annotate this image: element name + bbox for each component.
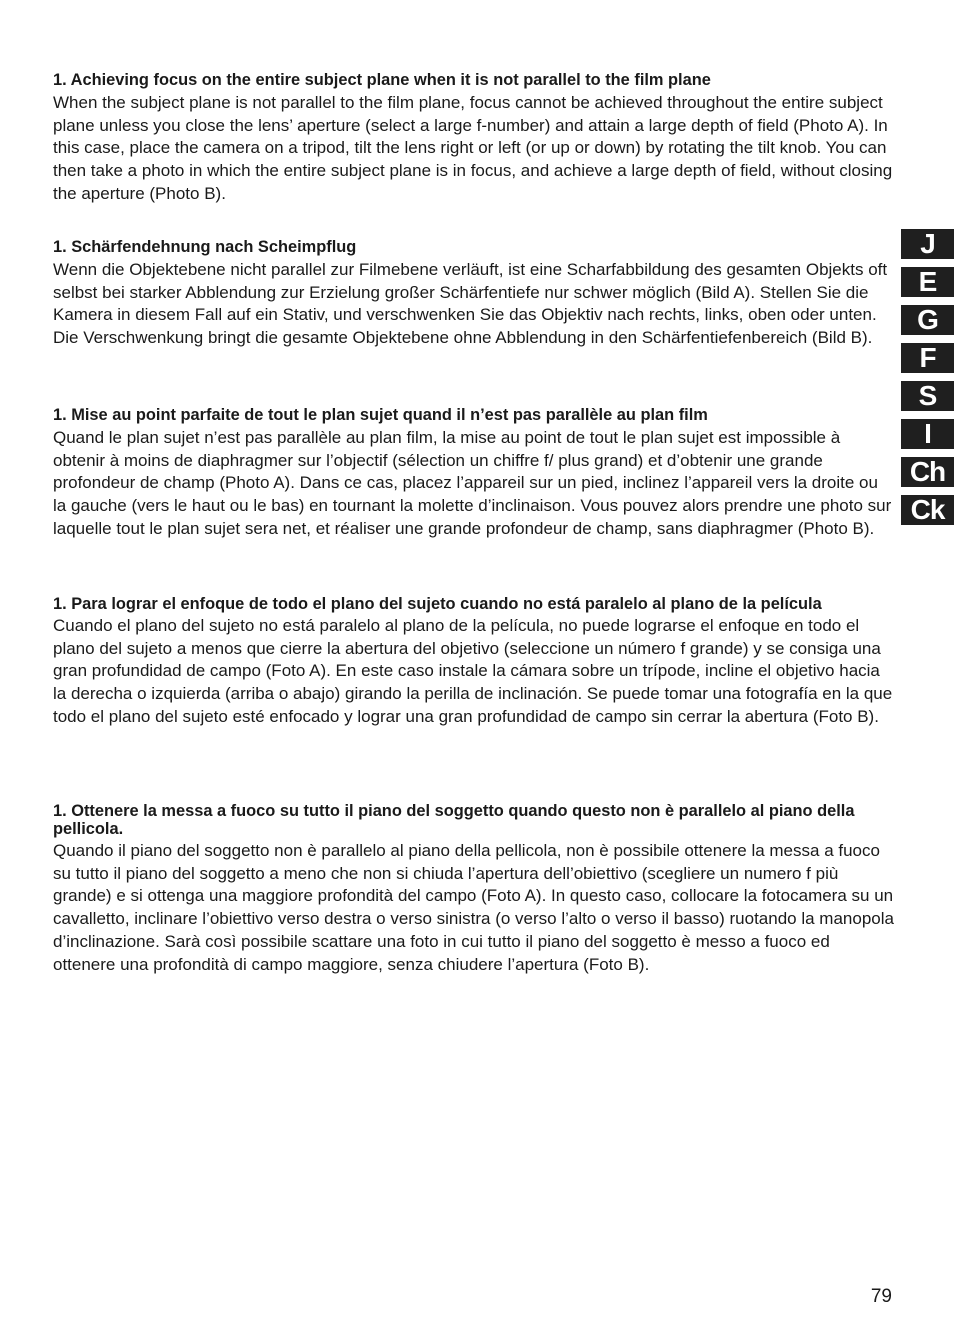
section-body: Cuando el plano del sujeto no está paralelo al plano de la película, no puede lograrse el enfoque en todo el plano del sujeto a menos que cierre la abertura del objetivo (seleccione un número f grande) y se consiga una gran profundidad de campo (Foto A). En este caso instale la cámara sobre un trípode, incline el objetivo hacia la derecha o izquierda (arriba o abajo) girando la perilla de inclinación. Se puede tomar una fotografía en la que todo el plano del sujeto esté enfocado y lograr una gran profundidad de campo sin cerrar la abertura (Foto B). bbox=[53, 616, 893, 726]
section-body: Quand le plan sujet n’est pas parallèle au plan film, la mise au point de tout le plan sujet est impossible à obtenir à moins de diaphragmer sur l’objectif (sélection un chiffre f/ plus grand) et d’obtenir une grande profondeur de champ (Photo A). Dans ce cas, placez l’appareil sur un pied, inclinez l’appareil vers la droite ou la gauche (vers le haut ou le bas) en tournant la molette d’inclinaison. Vous pouvez alors prendre une photo sur laquelle tout le plan sujet sera net, et réaliser une grande profondeur de champ, sans diaphragmer (Photo B). bbox=[53, 428, 892, 538]
section-heading: 1. Schärfendehnung nach Scheimpflug bbox=[53, 238, 357, 256]
section-german bbox=[53, 238, 895, 350]
section-heading: 1. Ottenere la messa a fuoco su tutto il piano del soggetto quando questo non è parallelo al piano della pellicola. bbox=[53, 802, 855, 838]
language-tab-i: I bbox=[901, 419, 954, 449]
section-english bbox=[53, 71, 895, 206]
section-body: When the subject plane is not parallel to the film plane, focus cannot be achieved throughout the entire subject plane unless you close the lens’ aperture (select a large f-number) and attain a large depth of field (Photo A). In this case, place the camera on a tripod, tilt the lens right or left (or up or down) by rotating the tilt knob. You can then take a photo in which the entire subject plane is in focus, and achieve a large depth of field, without closing the aperture (Photo B). bbox=[53, 93, 893, 203]
language-tab-ck: Ck bbox=[901, 495, 954, 525]
language-tab-strip bbox=[901, 229, 954, 533]
section-french bbox=[53, 406, 895, 541]
language-tab-g: G bbox=[901, 305, 954, 335]
section-heading: 1. Mise au point parfaite de tout le plan sujet quand il n’est pas parallèle au plan film bbox=[53, 406, 708, 424]
section-spanish bbox=[53, 595, 895, 729]
section-heading: 1. Achieving focus on the entire subject plane when it is not parallel to the film plane bbox=[53, 71, 711, 89]
language-tab-s: S bbox=[901, 381, 954, 411]
section-body: Quando il piano del soggetto non è parallelo al piano della pellicola, non è possibile ottenere la messa a fuoco su tutto il piano del soggetto a meno che non si chiuda l’apertura dell’obiettivo (scegliere un numero f più grande) e si ottenga una maggiore profondità del campo (Foto A). In questo caso, collocare la fotocamera su un cavalletto, inclinare l’obiettivo verso destra o verso sinistra (o verso l’alto o verso il basso) ruotando la manopola d’inclinazione. Sarà così possibile scattare una foto in cui tutto il piano del soggetto è messo a fuoco ed ottenere una profondità di campo maggiore, senza chiudere l’apertura (Foto B). bbox=[53, 841, 894, 974]
language-tab-f: F bbox=[901, 343, 954, 373]
language-tab-j: J bbox=[901, 229, 954, 259]
section-body: Wenn die Objektebene nicht parallel zur Filmebene verläuft, ist eine Scharfabbildung des gesamten Objekts oft selbst bei starker Abblendung zur Erzielung großer Schärfentiefe nur schwer möglich (Bild A). Stellen Sie die Kamera in diesem Fall auf ein Stativ, und verschwenken Sie das Objektiv nach rechts, links, oben oder unten. Die Verschwenkung bringt die gesamte Objektebene ohne Abblendung in den Schärfentiefenbereich (Bild B). bbox=[53, 260, 888, 348]
page-number: 79 bbox=[870, 1286, 892, 1307]
language-tab-e: E bbox=[901, 267, 954, 297]
section-italian bbox=[53, 802, 895, 976]
section-heading: 1. Para lograr el enfoque de todo el plano del sujeto cuando no está paralelo al plano de la película bbox=[53, 595, 822, 613]
language-tab-ch: Ch bbox=[901, 457, 954, 487]
